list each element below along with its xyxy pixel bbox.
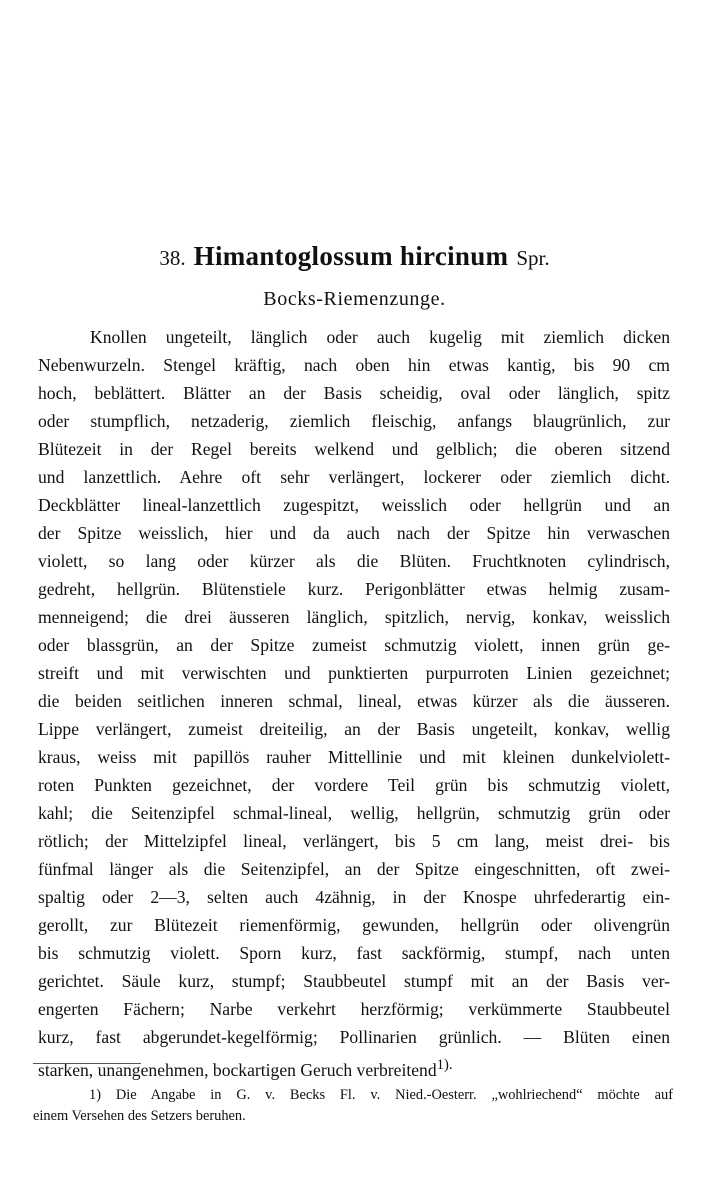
text-line: rötlich; der Mittelzipfel lineal, verlängert, bis 5 cm lang, meist drei- bis [38,831,670,851]
text-line: spaltig oder 2—3, selten auch 4zähnig, in der Knospe uhrfederartig ein- [38,887,670,907]
text-line: streift und mit verwischten und punktierten purpurroten Linien gezeichnet; [38,663,670,683]
species-scientific-name: Himantoglossum hircinum [193,241,509,271]
text-line: Blütezeit in der Regel bereits welkend und gelblich; die oberen sitzend [38,439,670,459]
text-line: gedreht, hellgrün. Blütenstiele kurz. Perigonblätter etwas helmig zusam- [38,579,670,599]
footnote-line: 1) Die Angabe in G. v. Becks Fl. v. Nied.-Oesterr. „wohlriechend“ möchte auf [89,1087,673,1103]
species-number: 38. [159,246,186,270]
text-line: kahl; die Seitenzipfel schmal-lineal, wellig, hellgrün, schmutzig grün oder [38,803,670,823]
text-line: die beiden seitlichen inneren schmal, lineal, etwas kürzer als die äusseren. [38,691,670,711]
text-line: der Spitze weisslich, hier und da auch nach der Spitze hin verwaschen [38,523,670,543]
text-line: Nebenwurzeln. Stengel kräftig, nach oben hin etwas kantig, bis 90 cm [38,355,670,375]
text-line: oder blassgrün, an der Spitze zumeist schmutzig violett, innen grün ge- [38,635,670,655]
text-line: Knollen ungeteilt, länglich oder auch kugelig mit ziemlich dicken [90,327,670,347]
species-author: Spr. [516,246,550,270]
species-heading [0,236,709,281]
footnote-reference-number: 1 [436,1057,444,1073]
footnote [33,1085,673,1127]
text-line: gerollt, zur Blütezeit riemenförmig, gewunden, hellgrün oder olivengrün [38,915,670,935]
species-description [38,323,670,1079]
text-line-content: starken, unangenehmen, bockartigen Geruch verbreitend [38,1059,437,1080]
footnote-reference[interactable]: 1). [436,1057,453,1073]
species-common-name: Bocks-Riemenzunge. [263,288,446,310]
footnote-line: einem Versehen des Setzers beruhen. [33,1108,246,1124]
text-line: fünfmal länger als die Seitenzipfel, an der Spitze eingeschnitten, oft zwei- [38,859,670,879]
text-line: violett, so lang oder kürzer als die Blüten. Fruchtknoten cylindrisch, [38,551,670,571]
text-line: oder stumpflich, netzaderig, ziemlich fleischig, anfangs blaugrünlich, zur [38,411,670,431]
text-line: kurz, fast abgerundet-kegelförmig; Pollinarien grünlich. — Blüten einen [38,1027,670,1047]
text-line: kraus, weiss mit papillös rauher Mittellinie und mit kleinen dunkelviolett- [38,747,670,767]
text-line: Deckblätter lineal-lanzettlich zugespitzt, weisslich oder hellgrün und an [38,495,670,515]
footnote-separator [33,1063,141,1064]
text-line: hoch, beblättert. Blätter an der Basis scheidig, oval oder länglich, spitz [38,383,670,403]
text-line: Lippe verlängert, zumeist dreiteilig, an der Basis ungeteilt, konkav, wellig [38,719,670,739]
text-line: gerichtet. Säule kurz, stumpf; Staubbeutel stumpf mit an der Basis ver- [38,971,670,991]
text-line: menneigend; die drei äusseren länglich, spitzlich, nervig, konkav, weisslich [38,607,670,627]
text-line-last [38,1051,670,1079]
text-line: roten Punkten gezeichnet, der vordere Teil grün bis schmutzig violett, [38,775,670,795]
text-line: bis schmutzig violett. Sporn kurz, fast sackförmig, stumpf, nach unten [38,943,670,963]
text-line: engerten Fächern; Narbe verkehrt herzförmig; verkümmerte Staubbeutel [38,999,670,1019]
text-line: und lanzettlich. Aehre oft sehr verlängert, lockerer oder ziemlich dicht. [38,467,670,487]
